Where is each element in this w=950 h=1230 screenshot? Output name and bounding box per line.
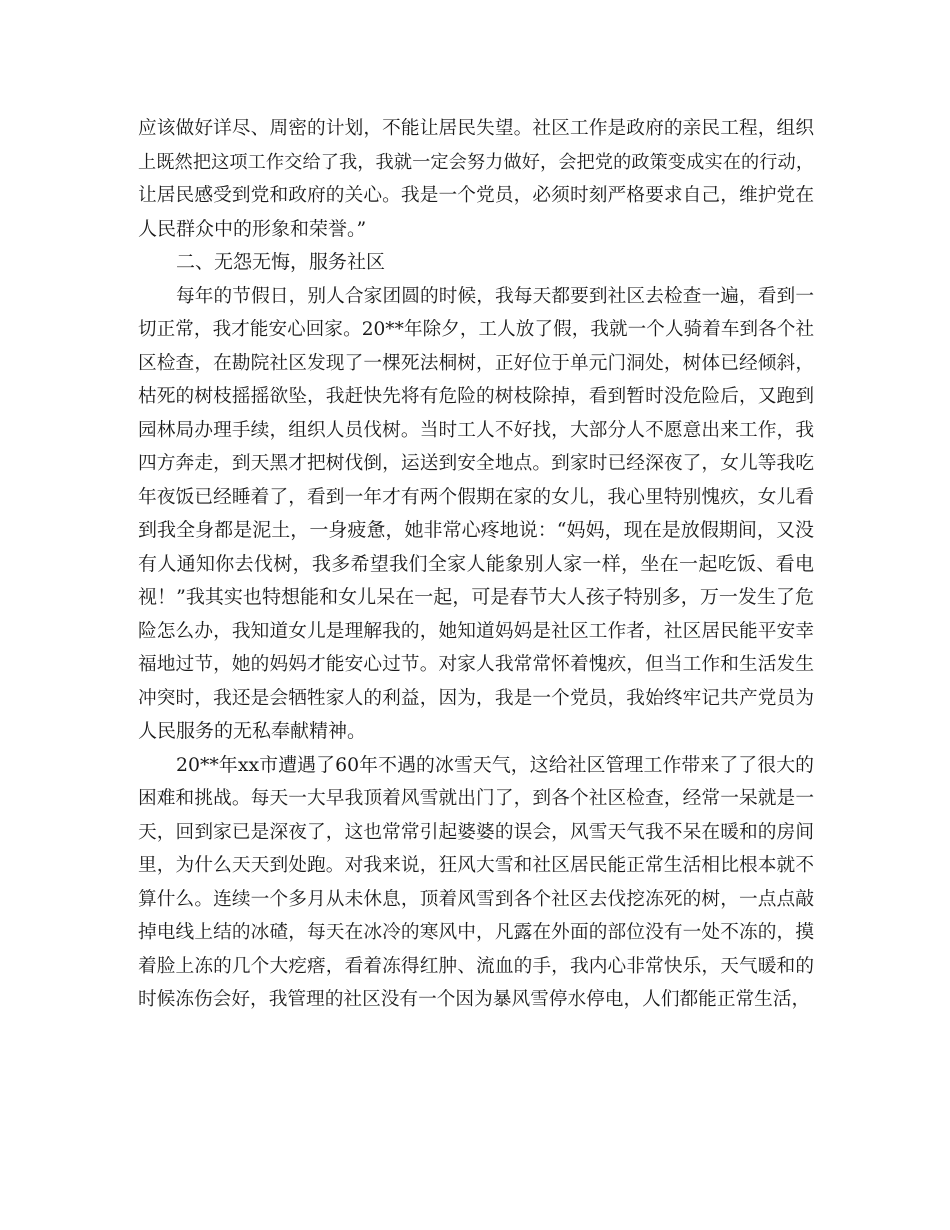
paragraph-4-line-6: 掉电线上结的冰碴，每天在冰冷的寒风中，凡露在外面的部位没有一处不冻的，摸	[138, 922, 814, 943]
paragraph-1-line-3: 让居民感受到党和政府的关心。我是一个党员，必须时刻严格要求自己，维护党在	[138, 185, 814, 206]
paragraph-3-line-1: 每年的节假日，别人合家团圆的时候，我每天都要到社区去检查一遍，看到一	[176, 285, 814, 307]
paragraph-4-line-8: 时候冻伤会好，我管理的社区没有一个因为暴风雪停水停电，人们都能正常生活，	[138, 989, 811, 1010]
paragraph-3-line-4: 枯死的树枝摇摇欲坠，我赶快先将有危险的树枝除掉，看到暂时没危险后，又跑到	[138, 386, 814, 407]
paragraph-1-line-2: 上既然把这项工作交给了我，我就一定会努力做好，会把党的政策变成实在的行动，	[138, 151, 814, 173]
paragraph-3-line-3: 区检查，在勘院社区发现了一棵死法桐树，正好位于单元门洞处，树体已经倾斜，	[138, 352, 814, 374]
paragraph-3-line-11: 险怎么办，我知道女儿是理解我的，她知道妈妈是社区工作者，社区居民能平安幸	[138, 620, 814, 642]
paragraph-3-line-12: 福地过节，她的妈妈才能安心过节。对家人我常常怀着愧疚，但当工作和生活发生	[138, 654, 814, 675]
paragraph-4-line-4: 里，为什么天天到处跑。对我来说，狂风大雪和社区居民能正常生活相比根本就不	[138, 855, 814, 876]
body-text	[138, 112, 814, 1017]
paragraph-3-line-8: 到我全身都是泥土，一身疲惫，她非常心疼地说：“妈妈，现在是放假期间，又没	[138, 519, 814, 541]
paragraph-3-line-14: 人民服务的无私奉献精神。	[138, 720, 367, 742]
paragraph-3-line-7: 年夜饭已经睡着了，看到一年才有两个假期在家的女儿，我心里特别愧疚，女儿看	[138, 486, 814, 508]
paragraph-3-line-9: 有人通知你去伐树，我多希望我们全家人能象别人家一样，坐在一起吃饭、看电	[138, 552, 814, 575]
paragraph-3-line-10: 视！”我其实也特想能和女儿呆在一起，可是春节大人孩子特别多，万一发生了危	[138, 586, 814, 608]
paragraph-1-line-4: 人民群众中的形象和荣誉。”	[138, 217, 367, 240]
paragraph-4-line-7: 着脸上冻的几个大疙瘩，看着冻得红肿、流血的手，我内心非常快乐，天气暖和的	[138, 955, 814, 977]
paragraph-4-line-1: 20**年xx市遭遇了60年不遇的冰雪天气，这给社区管理工作带来了了很大的	[176, 754, 814, 776]
paragraph-3-line-13: 冲突时，我还是会牺牲家人的利益，因为，我是一个党员，我始终牢记共产党员为	[138, 687, 814, 709]
paragraph-4-line-3: 天，回到家已是深夜了，这也常常引起婆婆的误会，风雪天气我不呆在暖和的房间	[138, 821, 814, 843]
paragraph-3-line-2: 切正常，我才能安心回家。20**年除夕，工人放了假，我就一个人骑着车到各个社	[138, 319, 814, 340]
paragraph-3-line-5: 园林局办理手续，组织人员伐树。当时工人不好找，大部分人不愿意出来工作，我	[138, 419, 814, 441]
paragraph-2-line-1: 二、无怨无悔，服务社区	[176, 251, 386, 273]
paragraph-1-line-1: 应该做好详尽、周密的计划，不能让居民失望。社区工作是政府的亲民工程，组织	[138, 118, 814, 139]
paragraph-4-line-2: 困难和挑战。每天一大早我顶着风雪就出门了，到各个社区检查，经常一呆就是一	[138, 788, 814, 809]
paragraph-4-line-5: 算什么。连续一个多月从未休息，顶着风雪到各个社区去伐挖冻死的树，一点点敲	[138, 888, 814, 910]
paragraph-3-line-6: 四方奔走，到天黑才把树伐倒，运送到安全地点。到家时已经深夜了，女儿等我吃	[138, 453, 814, 474]
